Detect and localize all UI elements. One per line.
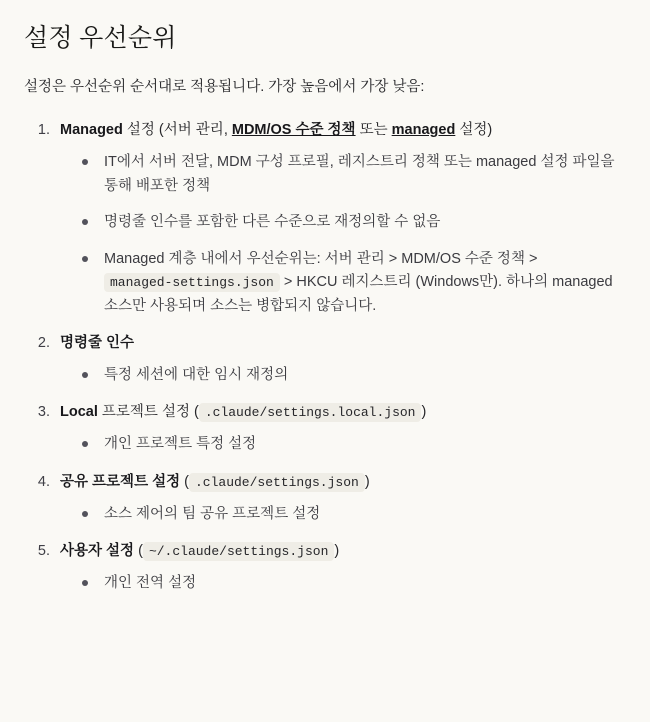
list-item <box>54 401 626 456</box>
list-item <box>54 332 626 387</box>
list-item: IT에서 서버 전달, MDM 구성 프로필, 레지스트리 정책 또는 managed 설정 파일을 통해 배포한 정책 <box>78 151 626 198</box>
item-heading <box>60 540 626 564</box>
item-heading-tail: ) <box>334 543 340 560</box>
item-heading-separator: , <box>223 122 232 139</box>
list-item <box>78 248 626 318</box>
list-item: 특정 세션에 대한 임시 재정의 <box>78 364 626 387</box>
item-heading <box>60 471 626 495</box>
item-heading-strong: 사용자 설정 <box>60 543 135 560</box>
bullet-text-part-1: Managed 계층 내에서 우선순위는: 서버 관리 > MDM/OS 수준 정책 > <box>104 250 538 267</box>
item-heading-tail: 설정) <box>455 122 493 139</box>
inline-code-managed-settings-json: managed-settings.json <box>104 273 280 292</box>
item-heading-strong: 명령줄 인수 <box>60 335 135 352</box>
list-item: 개인 프로젝트 특정 설정 <box>78 433 626 456</box>
item-heading-note: 서버 관리 <box>163 122 224 139</box>
item-heading <box>60 401 626 425</box>
list-item: 소스 제어의 팀 공유 프로젝트 설정 <box>78 503 626 526</box>
inline-code-settings-json: .claude/settings.json <box>189 473 365 492</box>
item-heading-strong: Managed <box>60 122 123 139</box>
inline-code-user-settings-json: ~/.claude/settings.json <box>143 542 334 561</box>
item-heading <box>60 119 626 143</box>
item-heading-rest: 설정 ( <box>122 122 164 139</box>
inline-code-settings-local-json: .claude/settings.local.json <box>199 403 422 422</box>
sub-bullet-list <box>60 572 626 595</box>
list-item: 명령줄 인수를 포함한 다른 수준으로 재정의할 수 없음 <box>78 211 626 234</box>
sub-bullet-list <box>60 364 626 387</box>
item-heading-rest: ( <box>180 473 189 490</box>
list-item <box>54 119 626 318</box>
item-heading-separator-2: 또는 <box>355 122 392 139</box>
sub-bullet-list <box>60 151 626 318</box>
item-heading-rest: ( <box>134 543 143 560</box>
sub-bullet-list <box>60 503 626 526</box>
item-heading-strong: Local <box>60 404 98 421</box>
priority-ordered-list <box>24 119 626 595</box>
page-title: 설정 우선순위 <box>24 25 177 52</box>
list-item <box>54 471 626 526</box>
item-heading-tail: ) <box>421 404 427 421</box>
intro-paragraph: 설정은 우선순위 순서대로 적용됩니다. 가장 높음에서 가장 낮음: <box>24 79 425 95</box>
list-item <box>54 540 626 595</box>
link-mdm-os-policy[interactable]: MDM/OS 수준 정책 <box>231 122 356 139</box>
item-heading <box>60 332 626 356</box>
bullet-text-part-2: > HKCU 레지스트리 (Windows만). 하나의 managed 소스만 사용되며 소스는 병합되지 않습니다. <box>104 274 613 314</box>
item-heading-tail: ) <box>364 473 370 490</box>
link-managed-settings[interactable]: managed <box>391 122 456 139</box>
sub-bullet-list <box>60 433 626 456</box>
item-heading-rest: 프로젝트 설정 ( <box>97 404 199 421</box>
list-item: 개인 전역 설정 <box>78 572 626 595</box>
item-heading-strong: 공유 프로젝트 설정 <box>60 473 181 490</box>
